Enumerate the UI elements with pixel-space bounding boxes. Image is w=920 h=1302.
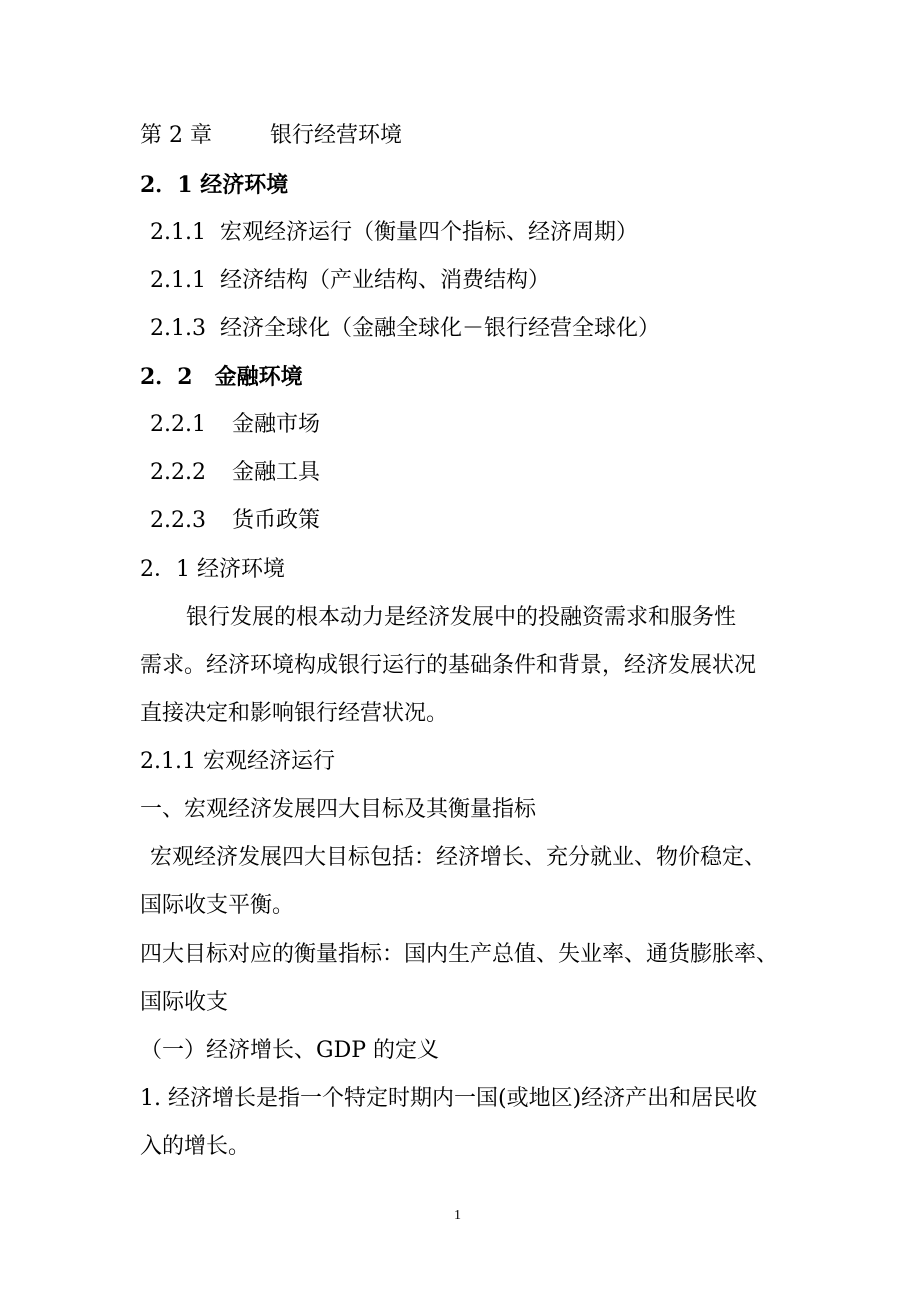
paragraph-line: 1. 经济增长是指一个特定时期内一国(或地区)经济产出和居民收 xyxy=(140,1086,758,1111)
paragraph-line: 宏观经济发展四大目标包括：经济增长、充分就业、物价稳定、 xyxy=(150,845,767,870)
toc-entry xyxy=(150,218,638,248)
toc-text: 货币政策 xyxy=(232,508,321,533)
chapter-label: 第 2 章 xyxy=(140,123,212,148)
paragraph-line: 入的增长。 xyxy=(140,1134,251,1159)
paragraph-line: 直接决定和影响银行经营状况。 xyxy=(140,701,449,726)
toc-text: 金融工具 xyxy=(232,460,321,485)
section-heading: 2．1 经济环境 xyxy=(140,557,285,582)
subsection-heading: 2.1.1 宏观经济运行 xyxy=(140,749,335,774)
paragraph-line: 国际收支平衡。 xyxy=(140,893,295,918)
toc-entry: 2．1 经济环境 xyxy=(140,172,289,198)
item-heading: 一、宏观经济发展四大目标及其衡量指标 xyxy=(140,797,537,822)
toc-text: 金融市场 xyxy=(232,412,321,437)
toc-entry xyxy=(150,458,320,488)
paragraph-line: 国际收支 xyxy=(140,990,229,1015)
toc-entry xyxy=(150,410,320,440)
toc-entry xyxy=(150,314,660,344)
toc-entry xyxy=(150,506,320,536)
toc-number: 2.2.1 xyxy=(150,412,206,437)
paragraph-line: 四大目标对应的衡量指标：国内生产总值、失业率、通货膨胀率、 xyxy=(140,942,779,967)
chapter-title: 银行经营环境 xyxy=(269,123,402,148)
toc-text: 经济结构（产业结构、消费结构） xyxy=(220,268,551,293)
paragraph-line: 银行发展的根本动力是经济发展中的投融资需求和服务性 xyxy=(186,605,737,630)
toc-number: 2.2.3 xyxy=(150,508,206,533)
toc-number: 2.1.1 xyxy=(150,220,206,245)
subitem-heading: （一）经济增长、GDP 的定义 xyxy=(140,1038,440,1063)
toc-number: 2.1.3 xyxy=(150,316,206,341)
toc-number: 2.2.2 xyxy=(150,460,206,485)
toc-text: 宏观经济运行（衡量四个指标、经济周期） xyxy=(220,220,639,245)
toc-number: 2.1.1 xyxy=(150,268,206,293)
toc-entry xyxy=(150,266,550,296)
toc-text: 经济全球化（金融全球化－银行经营全球化） xyxy=(220,316,661,341)
chapter-heading xyxy=(140,121,402,151)
page-number: 1 xyxy=(454,1208,461,1223)
paragraph-line: 需求。经济环境构成银行运行的基础条件和背景，经济发展状况 xyxy=(140,653,757,678)
toc-entry: 2．2 金融环境 xyxy=(140,364,303,390)
